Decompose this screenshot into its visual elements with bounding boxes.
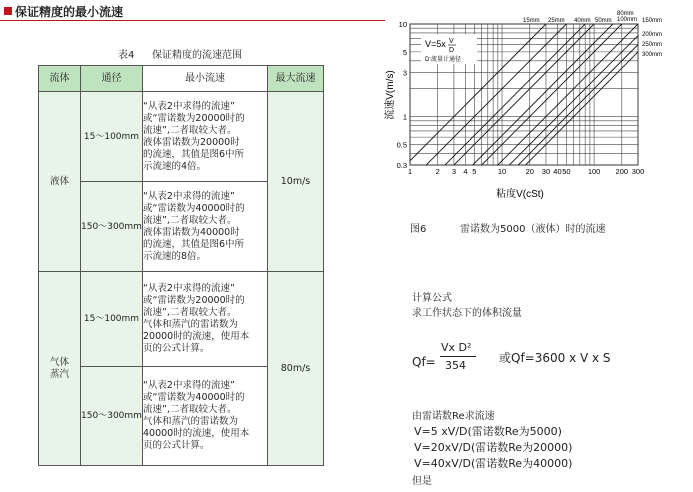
x-tick-label: 10 [497,167,507,176]
re-title: 由雷诺数Re求流速 [412,411,495,422]
text-line: 的流速，其值是图6中所 [143,148,245,160]
x-tick-label: 50 [562,167,571,176]
series-label-300mm: 300mm [642,52,663,58]
velocity-viscosity-chart [0,0,693,200]
col-header-size: 通径 [81,66,143,92]
text-line: 示流速的8倍。 [143,250,207,262]
series-label-150mm: 150mm [642,18,663,24]
text-line: “从表2中求得的流速” [143,100,235,112]
y-axis-label: 流速V(m/s) [385,70,396,120]
text-line: 40000时的流速，使用本 [143,428,250,439]
text-line: “从表2中求得的流速” [143,380,235,391]
x-tick-label: 2 [435,167,440,176]
text-line: “从表2中求得的流速” [143,190,235,202]
text-line: 气体和蒸汽的雷诺数为 [143,319,239,330]
series-label-40mm: 40mm [574,18,591,24]
size-cell: 15～100mm [81,92,143,182]
col-header-fluid: 流体 [39,66,81,92]
x-tick-label: 100 [587,167,601,176]
formula-box-v: V=5x [425,39,446,49]
x-tick-label: 1 [407,167,413,176]
fluid-liquid: 液体 [39,92,81,272]
qf-alt-formula: 或Qf=3600 x V x S [499,351,611,365]
y-tick-label: 0.3 [396,161,407,170]
series-label-80mm: 80mm [617,11,634,17]
y-tick-label: 5 [402,47,407,57]
text-line: 流速”,二者取较大者。 [143,404,237,415]
x-tick-label: 3 [451,167,457,176]
figure-number: 图6 [410,224,427,235]
y-tick-label: 10 [398,20,407,29]
text-line: 20000时的流速，使用本 [143,331,250,342]
formula-box-num: V [449,38,454,45]
table-caption: 保证精度的流速范围 [152,50,242,61]
fluid-gas: 气体 [49,356,69,368]
but-text: 但是 [412,476,432,487]
series-label-100mm: 100mm [617,17,638,23]
size-cell: 150～300mm [81,182,143,272]
x-tick-label: 300 [631,167,645,176]
max-velocity-gas: 80m/s [268,272,324,466]
text-line: 流速”,二者取较大者。 [143,214,237,226]
x-tick-label: 5 [472,167,477,176]
x-tick-label: 200 [615,167,629,176]
x-axis-label: 粘度V(cSt) [496,189,544,200]
figure-caption: 雷诺数为5000（液体）时的流速 [460,224,606,235]
text-line: 或“雷诺数为40000时的 [143,392,245,403]
min-velocity-cell [143,367,268,466]
series-label-50mm: 50mm [595,18,612,24]
re-formula-40000: V=40xV/D(雷诺数Re为40000) [414,457,573,470]
text-line: “从表2中求得的流速” [143,283,235,294]
x-tick-label: 4 [463,167,468,176]
re-formula-5000: V=5 xV/D(雷诺数Re为5000) [414,425,562,438]
text-line: 液体雷诺数为40000时 [143,226,240,238]
qf-numerator: Vx D² [441,341,472,354]
y-tick-label: 1 [402,112,407,122]
text-line: 或“雷诺数为20000时的 [143,295,245,306]
min-velocity-cell [143,272,268,367]
calc-subtitle: 求工作状态下的体积流量 [412,308,522,319]
qf-lhs: Qf= [412,355,436,369]
x-tick-label: 30 [541,167,551,176]
table-caption-number: 表4 [118,50,135,61]
col-header-min: 最小流速 [143,66,268,92]
col-header-max: 最大流速 [268,66,324,92]
formula-box-den: D [449,47,455,54]
calc-title: 计算公式 [412,293,452,304]
series-label-250mm: 250mm [642,42,663,48]
y-tick-label: 3 [402,68,407,78]
x-tick-label: 20 [525,167,534,176]
text-line: 页的公式计算。 [143,440,210,451]
x-tick-label: 40 [553,167,562,176]
series-label-200mm: 200mm [642,32,663,38]
section-title: 保证精度的最小流速 [15,5,124,19]
text-line: 页的公式计算。 [143,343,210,354]
text-line: 流速”,二者取较大者。 [143,307,237,318]
text-line: 的流速，其值是图6中所 [143,238,245,250]
text-line: 气体和蒸汽的雷诺数为 [143,416,239,427]
max-velocity-liquid: 10m/s [268,92,324,272]
size-cell: 150～300mm [81,367,143,466]
table-row [39,272,324,367]
text-line: 示流速的4倍。 [143,160,207,172]
fluid-gas-steam [39,272,81,466]
y-tick-label: 0.5 [396,140,407,150]
fluid-steam: 蒸汽 [49,368,69,380]
text-line: 或“雷诺数为20000时的 [143,112,245,124]
text-line: 或“雷诺数为40000时的 [143,202,245,214]
text-line: 液体雷诺数为20000时 [143,136,240,148]
size-cell: 15～100mm [81,272,143,367]
series-label-25mm: 25mm [548,18,565,24]
series-label-15mm: 15mm [523,18,540,24]
text-line: 流速”,二者取较大者。 [143,124,237,136]
qf-denominator: 354 [445,359,466,372]
re-formula-20000: V=20xV/D(雷诺数Re为20000) [414,441,573,454]
formula-box-note: D:流量计通径 [425,57,462,63]
qf-fraction-bar [440,356,476,357]
